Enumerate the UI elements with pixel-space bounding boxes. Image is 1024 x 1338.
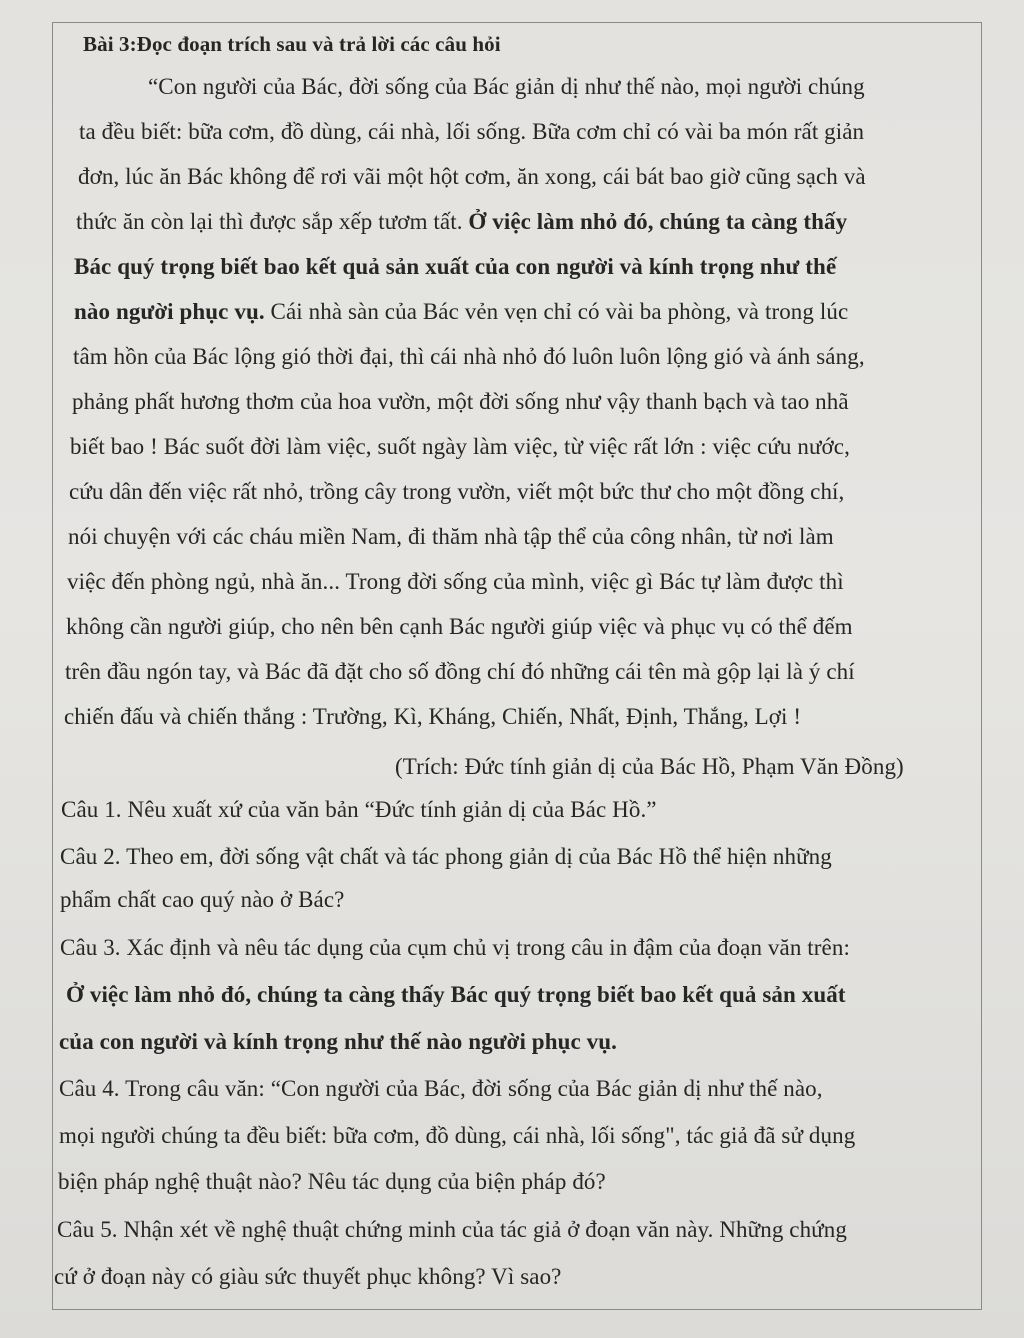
passage-text: thức ăn còn lại thì được sắp xếp tươm tất.	[76, 209, 469, 234]
passage-line: đơn, lúc ăn Bác không để rơi vãi một hột cơm, ăn xong, cái bát bao giờ cũng sạch và	[78, 164, 866, 189]
question-3-bold-sentence: Ở việc làm nhỏ đó, chúng ta càng thấy Bác quý trọng biết bao kết quả sản xuất	[66, 982, 846, 1007]
passage-line: không cần người giúp, cho nên bên cạnh Bác người giúp việc và phục vụ có thể đếm	[66, 614, 853, 639]
question-2: Câu 2. Theo em, đời sống vật chất và tác phong giản dị của Bác Hồ thể hiện những	[60, 844, 832, 869]
exercise-title: Bài 3:Đọc đoạn trích sau và trả lời các câu hỏi	[83, 32, 501, 56]
question-3-bold-sentence-cont: của con người và kính trọng như thế nào người phục vụ.	[59, 1029, 617, 1054]
question-5-cont: cứ ở đoạn này có giàu sức thuyết phục không? Vì sao?	[54, 1264, 562, 1289]
passage-line: phảng phất hương thơm của hoa vườn, một đời sống như vậy thanh bạch và tao nhã	[72, 389, 849, 414]
passage-line: tâm hồn của Bác lộng gió thời đại, thì cái nhà nhỏ đó luôn luôn lộng gió và ánh sáng,	[73, 344, 865, 369]
question-5: Câu 5. Nhận xét về nghệ thuật chứng minh của tác giả ở đoạn văn này. Những chứng	[57, 1217, 847, 1242]
bold-sentence-end: nào người phục vụ.	[74, 299, 265, 324]
passage-line: trên đầu ngón tay, và Bác đã đặt cho số đồng chí đó những cái tên mà gộp lại là ý chí	[65, 659, 855, 684]
question-3: Câu 3. Xác định và nêu tác dụng của cụm chủ vị trong câu in đậm của đoạn văn trên:	[60, 935, 850, 960]
question-4: Câu 4. Trong câu văn: “Con người của Bác, đời sống của Bác giản dị như thế nào,	[59, 1076, 823, 1101]
passage-line: cứu dân đến việc rất nhỏ, trồng cây trong vườn, viết một bức thư cho một đồng chí,	[69, 479, 845, 504]
passage-line: “Con người của Bác, đời sống của Bác giản dị như thế nào, mọi người chúng	[148, 74, 865, 99]
passage-line: ta đều biết: bữa cơm, đồ dùng, cái nhà, lối sống. Bữa cơm chỉ có vài ba món rất giản	[79, 119, 865, 144]
source-citation: (Trích: Đức tính giản dị của Bác Hồ, Phạm Văn Đồng)	[395, 754, 904, 779]
question-2-cont: phẩm chất cao quý nào ở Bác?	[60, 887, 345, 912]
passage-line	[74, 298, 848, 326]
question-1: Câu 1. Nêu xuất xứ của văn bản “Đức tính giản dị của Bác Hồ.”	[61, 797, 657, 822]
bold-sentence-middle: Bác quý trọng biết bao kết quả sản xuất của con người và kính trọng như thế	[74, 254, 837, 279]
bold-sentence-start: Ở việc làm nhỏ đó, chúng ta càng thấy	[468, 209, 848, 234]
passage-text: Cái nhà sàn của Bác vẻn vẹn chỉ có vài ba phòng, và trong lúc	[264, 299, 849, 324]
passage-line	[76, 208, 847, 236]
passage-line: nói chuyện với các cháu miền Nam, đi thăm nhà tập thể của công nhân, từ nơi làm	[68, 524, 834, 549]
question-4-cont: mọi người chúng ta đều biết: bữa cơm, đồ dùng, cái nhà, lối sống", tác giả đã sử dụng	[59, 1123, 856, 1148]
question-4-cont-2: biện pháp nghệ thuật nào? Nêu tác dụng của biện pháp đó?	[58, 1169, 606, 1194]
passage-line: việc đến phòng ngủ, nhà ăn... Trong đời sống của mình, việc gì Bác tự làm được thì	[67, 569, 844, 594]
passage-line: chiến đấu và chiến thắng : Trường, Kì, Kháng, Chiến, Nhất, Định, Thắng, Lợi !	[64, 704, 802, 729]
passage-line: biết bao ! Bác suốt đời làm việc, suốt ngày làm việc, từ việc rất lớn : việc cứu nước,	[70, 434, 850, 459]
